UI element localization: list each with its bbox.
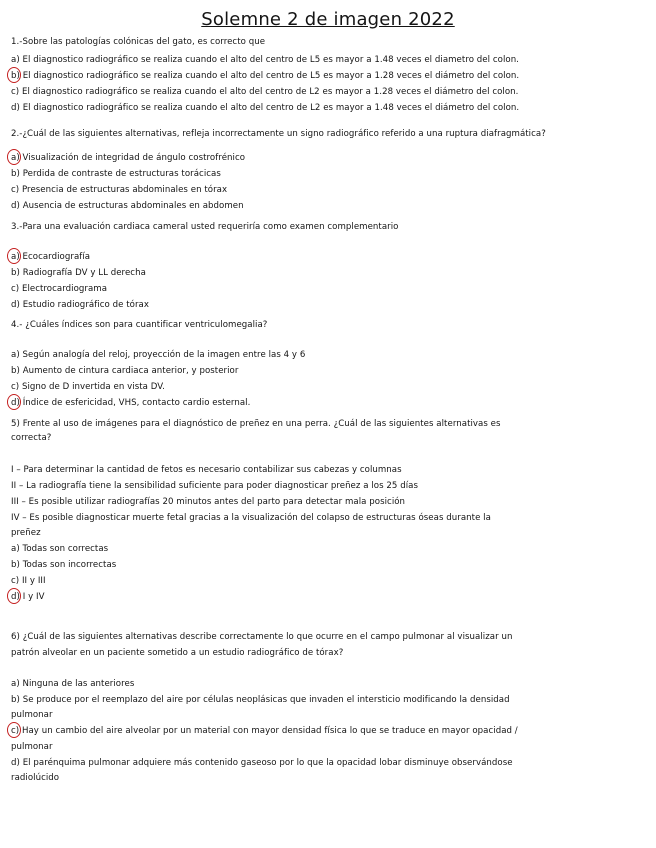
q6-option-c-cont: pulmonar [11, 742, 53, 752]
q2-stem: 2.-¿Cuál de las siguientes alternativas, refleja incorrectamente un signo radiográfico referido a una ruptura diafragmática? [11, 129, 546, 139]
option-letter: c) [11, 382, 20, 392]
option-letter: b) [11, 169, 20, 179]
answer-mark-circle: b) [11, 71, 20, 81]
q5-option-d [11, 592, 45, 603]
q3-option-c [11, 284, 107, 295]
option-letter: a) [11, 55, 20, 65]
option-letter: b) [11, 560, 20, 570]
answer-mark-circle: a) [11, 252, 20, 262]
q6-option-c [11, 726, 518, 737]
q5-statement-ii: II – La radiografía tiene la sensibilidad suficiente para poder diagnosticar preñez a los 25 días [11, 481, 418, 491]
option-text: Signo de D invertida en vista DV. [19, 382, 165, 392]
option-letter: a) [11, 350, 20, 360]
option-text: I y IV [19, 592, 45, 602]
q2-option-a [11, 153, 245, 164]
q1-stem: 1.-Sobre las patologías colónicas del gato, es correcto que [11, 37, 266, 47]
q3-option-b [11, 268, 146, 279]
q6-option-a [11, 679, 134, 690]
option-text: Perdida de contraste de estructuras torácicas [19, 169, 221, 179]
q1-option-a [11, 55, 519, 66]
q5-statement-i: I – Para determinar la cantidad de fetos es necesario contabilizar sus cabezas y columnas [11, 465, 402, 475]
q4-stem: 4.- ¿Cuáles índices son para cuantificar ventriculomegalia? [11, 320, 268, 330]
option-text: Estudio radiográfico de tórax [19, 300, 149, 310]
q2-option-c [11, 185, 227, 196]
option-text: Electrocardiograma [19, 284, 108, 294]
option-letter: a) [11, 679, 20, 689]
option-letter: c) [11, 87, 20, 97]
q6-option-b [11, 695, 510, 706]
option-letter: d) [11, 103, 20, 113]
q1-option-d [11, 103, 519, 114]
q4-option-c [11, 382, 165, 393]
option-letter: b) [11, 268, 20, 278]
option-letter: c) [11, 284, 20, 294]
q6-option-b-cont: pulmonar [11, 710, 53, 720]
q5-option-a [11, 544, 108, 555]
q6-stem-cont: patrón alveolar en un paciente sometido a un estudio radiográfico de tórax? [11, 648, 344, 658]
option-text: El diagnostico radiográfico se realiza cuando el alto del centro de L2 es mayor a 1.28 veces el diámetro del colon. [19, 87, 519, 97]
q5-statement-iv: IV – Es posible diagnosticar muerte fetal gracias a la visualización del colapso de estructuras óseas durante la [11, 513, 491, 523]
q5-option-b [11, 560, 116, 571]
q5-stem-cont: correcta? [11, 433, 52, 443]
option-text: Todas son incorrectas [19, 560, 117, 570]
option-text: Hay un cambio del aire alveolar por un material con mayor densidad física lo que se traduce en mayor opacidad / [19, 726, 518, 736]
option-letter: c) [11, 185, 20, 195]
option-letter: d) [11, 758, 20, 768]
q5-stem: 5) Frente al uso de imágenes para el diagnóstico de preñez en una perra. ¿Cuál de las siguientes alternativas es [11, 419, 501, 429]
q5-statement-iv-cont: preñez [11, 528, 41, 538]
q6-stem: 6) ¿Cuál de las siguientes alternativas describe correctamente lo que ocurre en el campo pulmonar al visualizar un [11, 632, 513, 642]
option-text: Se produce por el reemplazo del aire por células neoplásicas que invaden el intersticio modificando la densidad [19, 695, 510, 705]
page-title: Solemne 2 de imagen 2022 [201, 9, 455, 30]
q4-option-d [11, 398, 250, 409]
q2-option-d [11, 201, 244, 212]
q4-option-a [11, 350, 305, 361]
option-text: Radiografía DV y LL derecha [19, 268, 146, 278]
q5-option-c [11, 576, 46, 587]
q3-stem: 3.-Para una evaluación cardiaca cameral usted requeriría como examen complementario [11, 222, 399, 232]
answer-mark-circle: a) [11, 153, 20, 163]
option-text: Ninguna de las anteriores [19, 679, 135, 689]
answer-mark-circle: d) [11, 398, 20, 408]
option-text: Aumento de cintura cardiaca anterior, y posterior [19, 366, 239, 376]
option-text: El parénquima pulmonar adquiere más contenido gaseoso por lo que la opacidad lobar disminuye observándose [19, 758, 513, 768]
q6-option-d-cont: radiolúcido [11, 773, 60, 783]
answer-mark-circle: c) [11, 726, 20, 736]
option-text: Visualización de integridad de ángulo costrofrénico [19, 153, 246, 163]
option-text: El diagnostico radiográfico se realiza cuando el alto del centro de L5 es mayor a 1.48 veces el diametro del colon. [19, 55, 519, 65]
answer-mark-circle: d) [11, 592, 20, 602]
q3-option-d [11, 300, 149, 311]
option-letter: a) [11, 544, 20, 554]
q1-option-b [11, 71, 519, 82]
option-text: Presencia de estructuras abdominales en tórax [19, 185, 228, 195]
option-letter: d) [11, 300, 20, 310]
q4-option-b [11, 366, 238, 377]
q1-option-c [11, 87, 518, 98]
q6-option-d [11, 758, 513, 769]
q3-option-a [11, 252, 90, 263]
option-letter: c) [11, 576, 20, 586]
option-letter: b) [11, 366, 20, 376]
option-text: Ausencia de estructuras abdominales en abdomen [19, 201, 244, 211]
option-text: Todas son correctas [19, 544, 109, 554]
option-text: El diagnostico radiográfico se realiza cuando el alto del centro de L2 es mayor a 1.48 veces el diámetro del colon. [19, 103, 520, 113]
option-text: Índice de esfericidad, VHS, contacto cardio esternal. [19, 398, 251, 408]
option-text: El diagnostico radiográfico se realiza cuando el alto del centro de L5 es mayor a 1.28 veces el diámetro del colon. [19, 71, 520, 81]
option-text: II y III [19, 576, 46, 586]
option-letter: d) [11, 201, 20, 211]
q5-statement-iii: III – Es posible utilizar radiografías 20 minutos antes del parto para detectar mala posición [11, 497, 406, 507]
q2-option-b [11, 169, 221, 180]
option-letter: b) [11, 695, 20, 705]
option-text: Ecocardiografía [19, 252, 91, 262]
option-text: Según analogía del reloj, proyección de la imagen entre las 4 y 6 [19, 350, 306, 360]
